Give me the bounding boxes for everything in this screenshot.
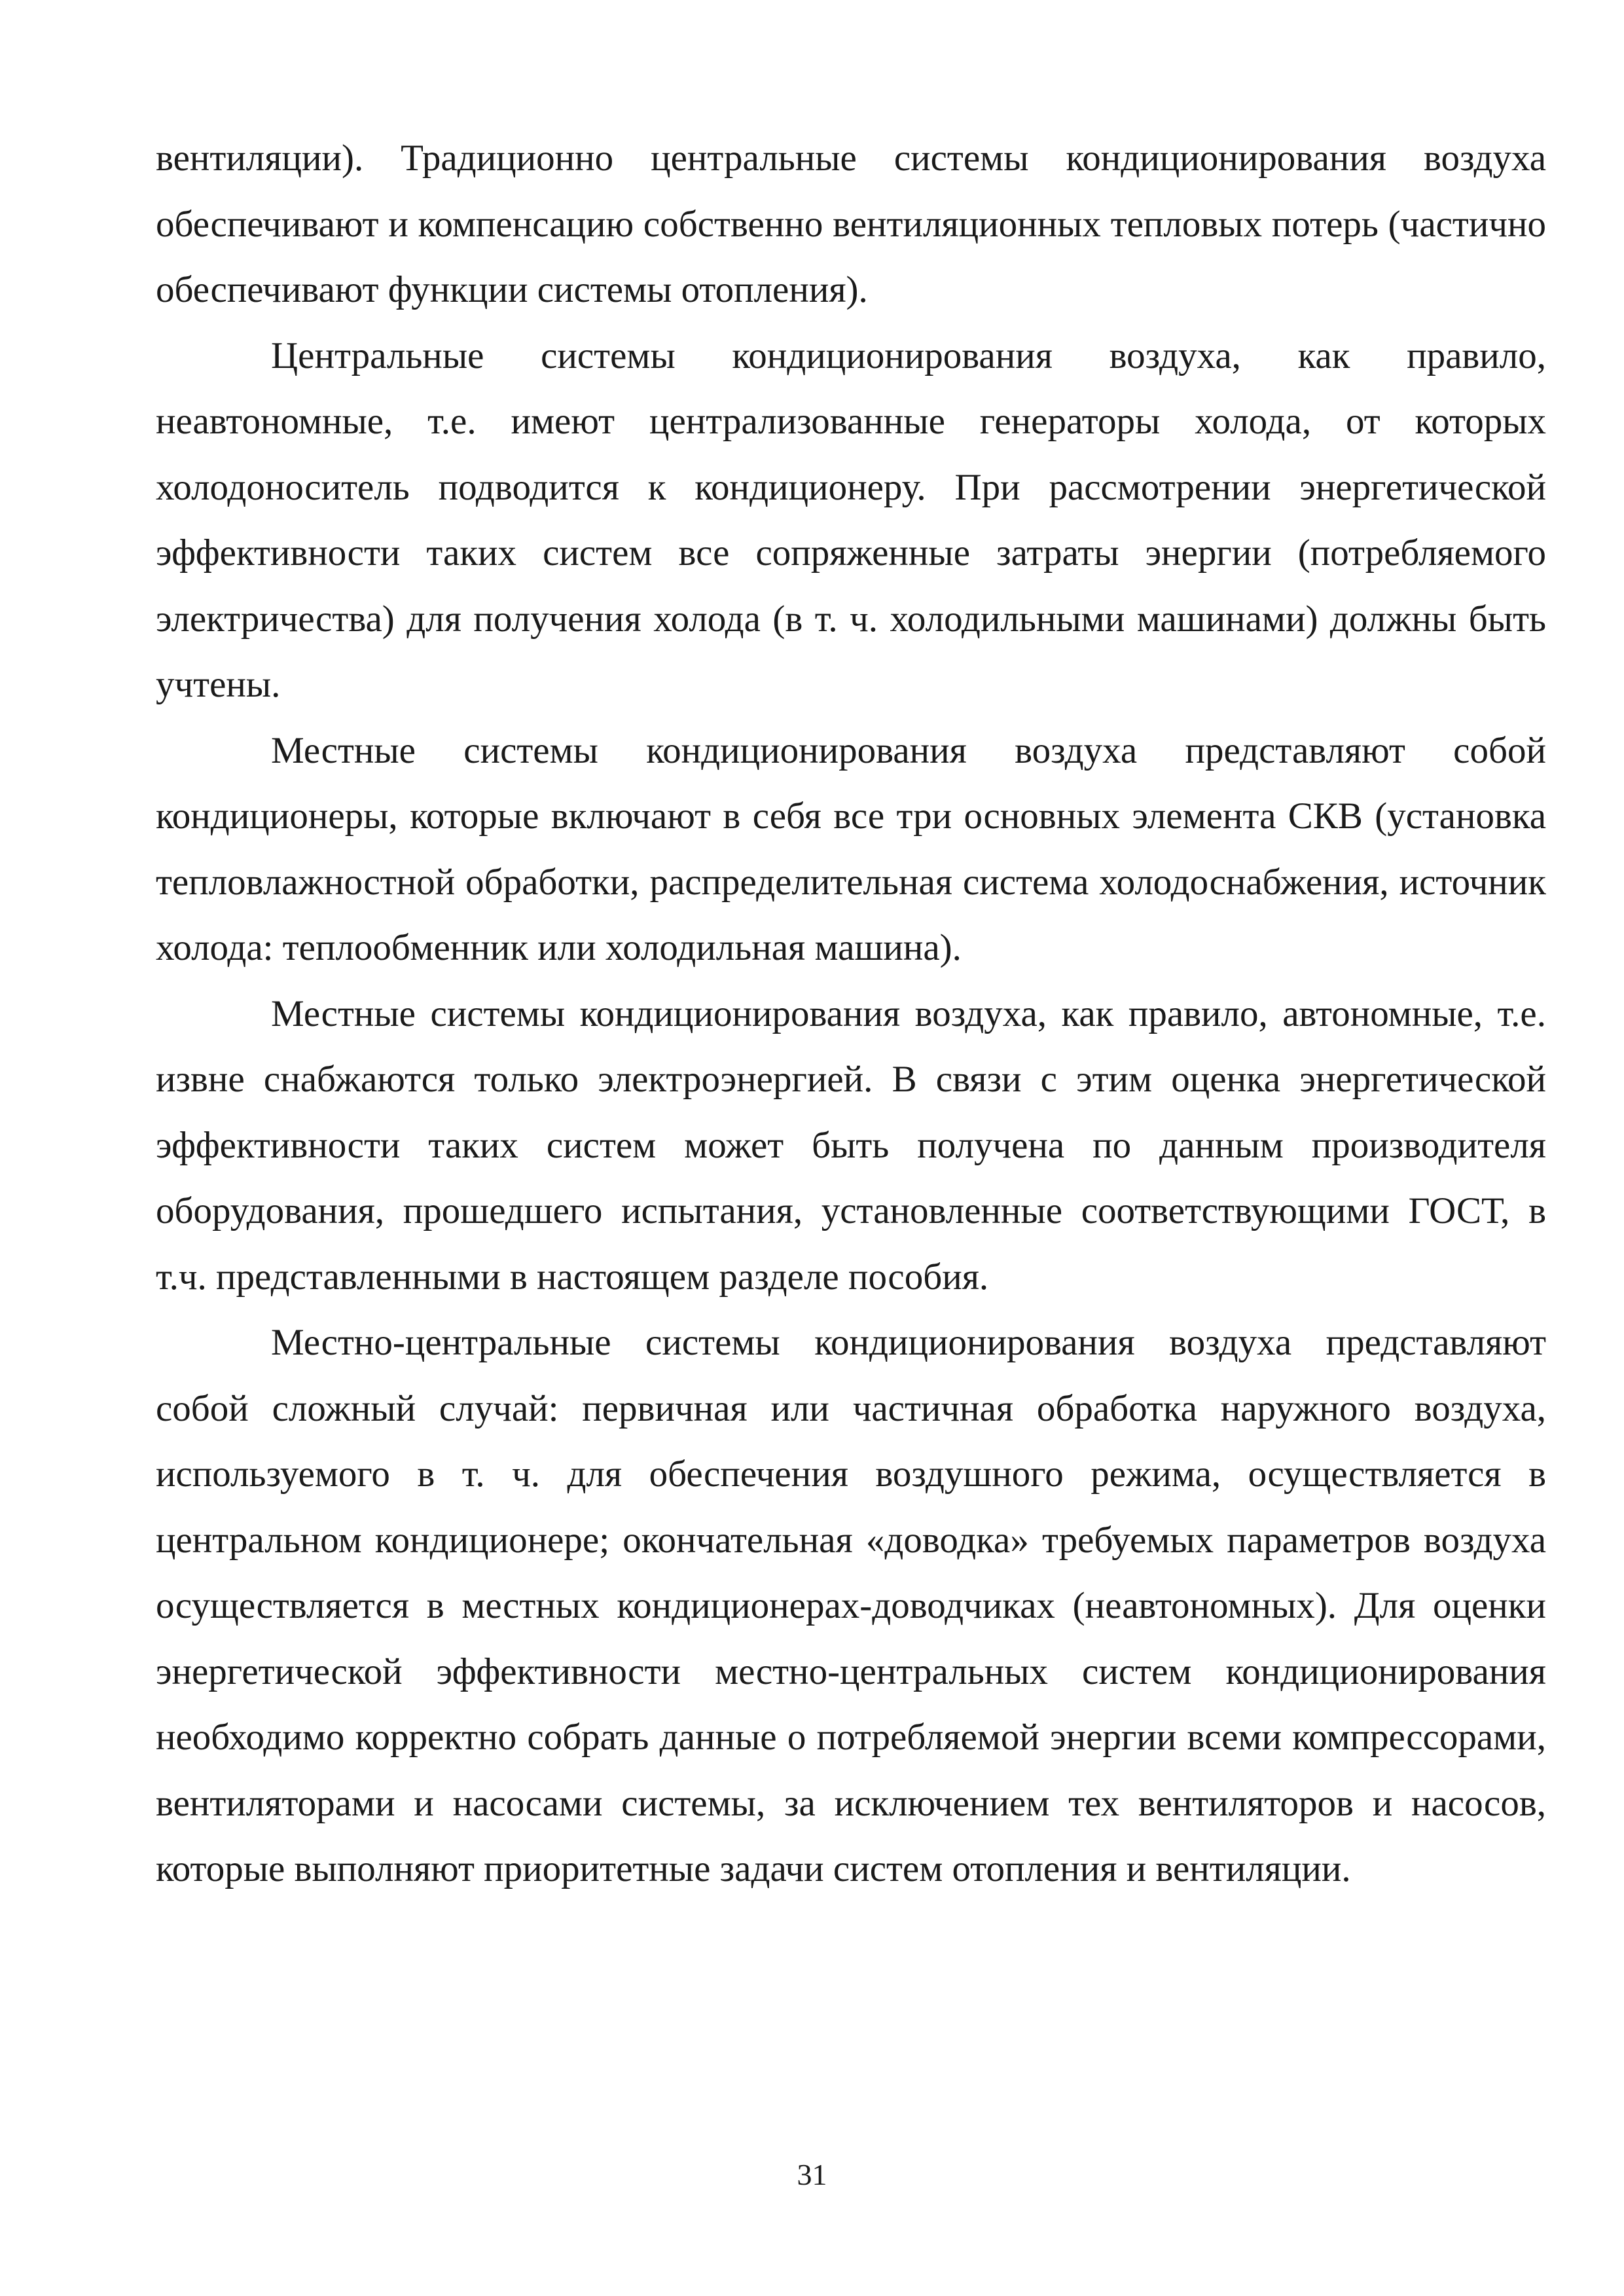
paragraph-continuation: вентиляции). Традиционно центральные системы кондиционирования воздуха обеспечивают и компенсацию собственно вентиляционных тепловых потерь (частично обеспечивают функции системы отопления). (156, 137, 1546, 310)
paragraph-local-central-systems: Местно-центральные системы кондиционирования воздуха представляют собой сложный случай: первичная или частичная обработка наружного воздуха, используемого в т. ч. для обеспечения воздушного режима, осуществляется в центральном кондиционере; окончательная «доводка» требуемых параметров воздуха осуществляется в местных кондиционерах-доводчиках (неавтономных). Для оценки энергетической эффективности местно-центральных систем кондиционирования необходимо корректно собрать данные о потребляемой энергии всеми компрессорами, вентиляторами и насосами системы, за исключением тех вентиляторов и насосов, которые выполняют приоритетные задачи систем отопления и вентиляции. (156, 1322, 1546, 1889)
paragraph-local-systems: Местные системы кондиционирования воздуха представляют собой кондиционеры, которые включают в себя все три основных элемента СКВ (установка тепловлажностной обработки, распределительная система холодоснабжения, источник холода: теплообменник или холодильная машина). (156, 729, 1546, 968)
paragraph-local-autonomous: Местные системы кондиционирования воздуха, как правило, автономные, т.е. извне снабжаются только электроэнергией. В связи с этим оценка энергетической эффективности таких систем может быть получена по данным производителя оборудования, прошедшего испытания, установленные соответствующими ГОСТ, в т.ч. представленными в настоящем разделе пособия. (156, 993, 1546, 1298)
paragraph-central-systems: Центральные системы кондиционирования воздуха, как правило, неавтономные, т.е. имеют централизованные генераторы холода, от которых холодоноситель подводится к кондиционеру. При рассмотрении энергетической эффективности таких систем все сопряженные затраты энергии (потребляемого электричества) для получения холода (в т. ч. холодильными машинами) должны быть учтены. (156, 335, 1546, 705)
body-text (156, 126, 1546, 1903)
page-number: 31 (797, 2158, 827, 2191)
